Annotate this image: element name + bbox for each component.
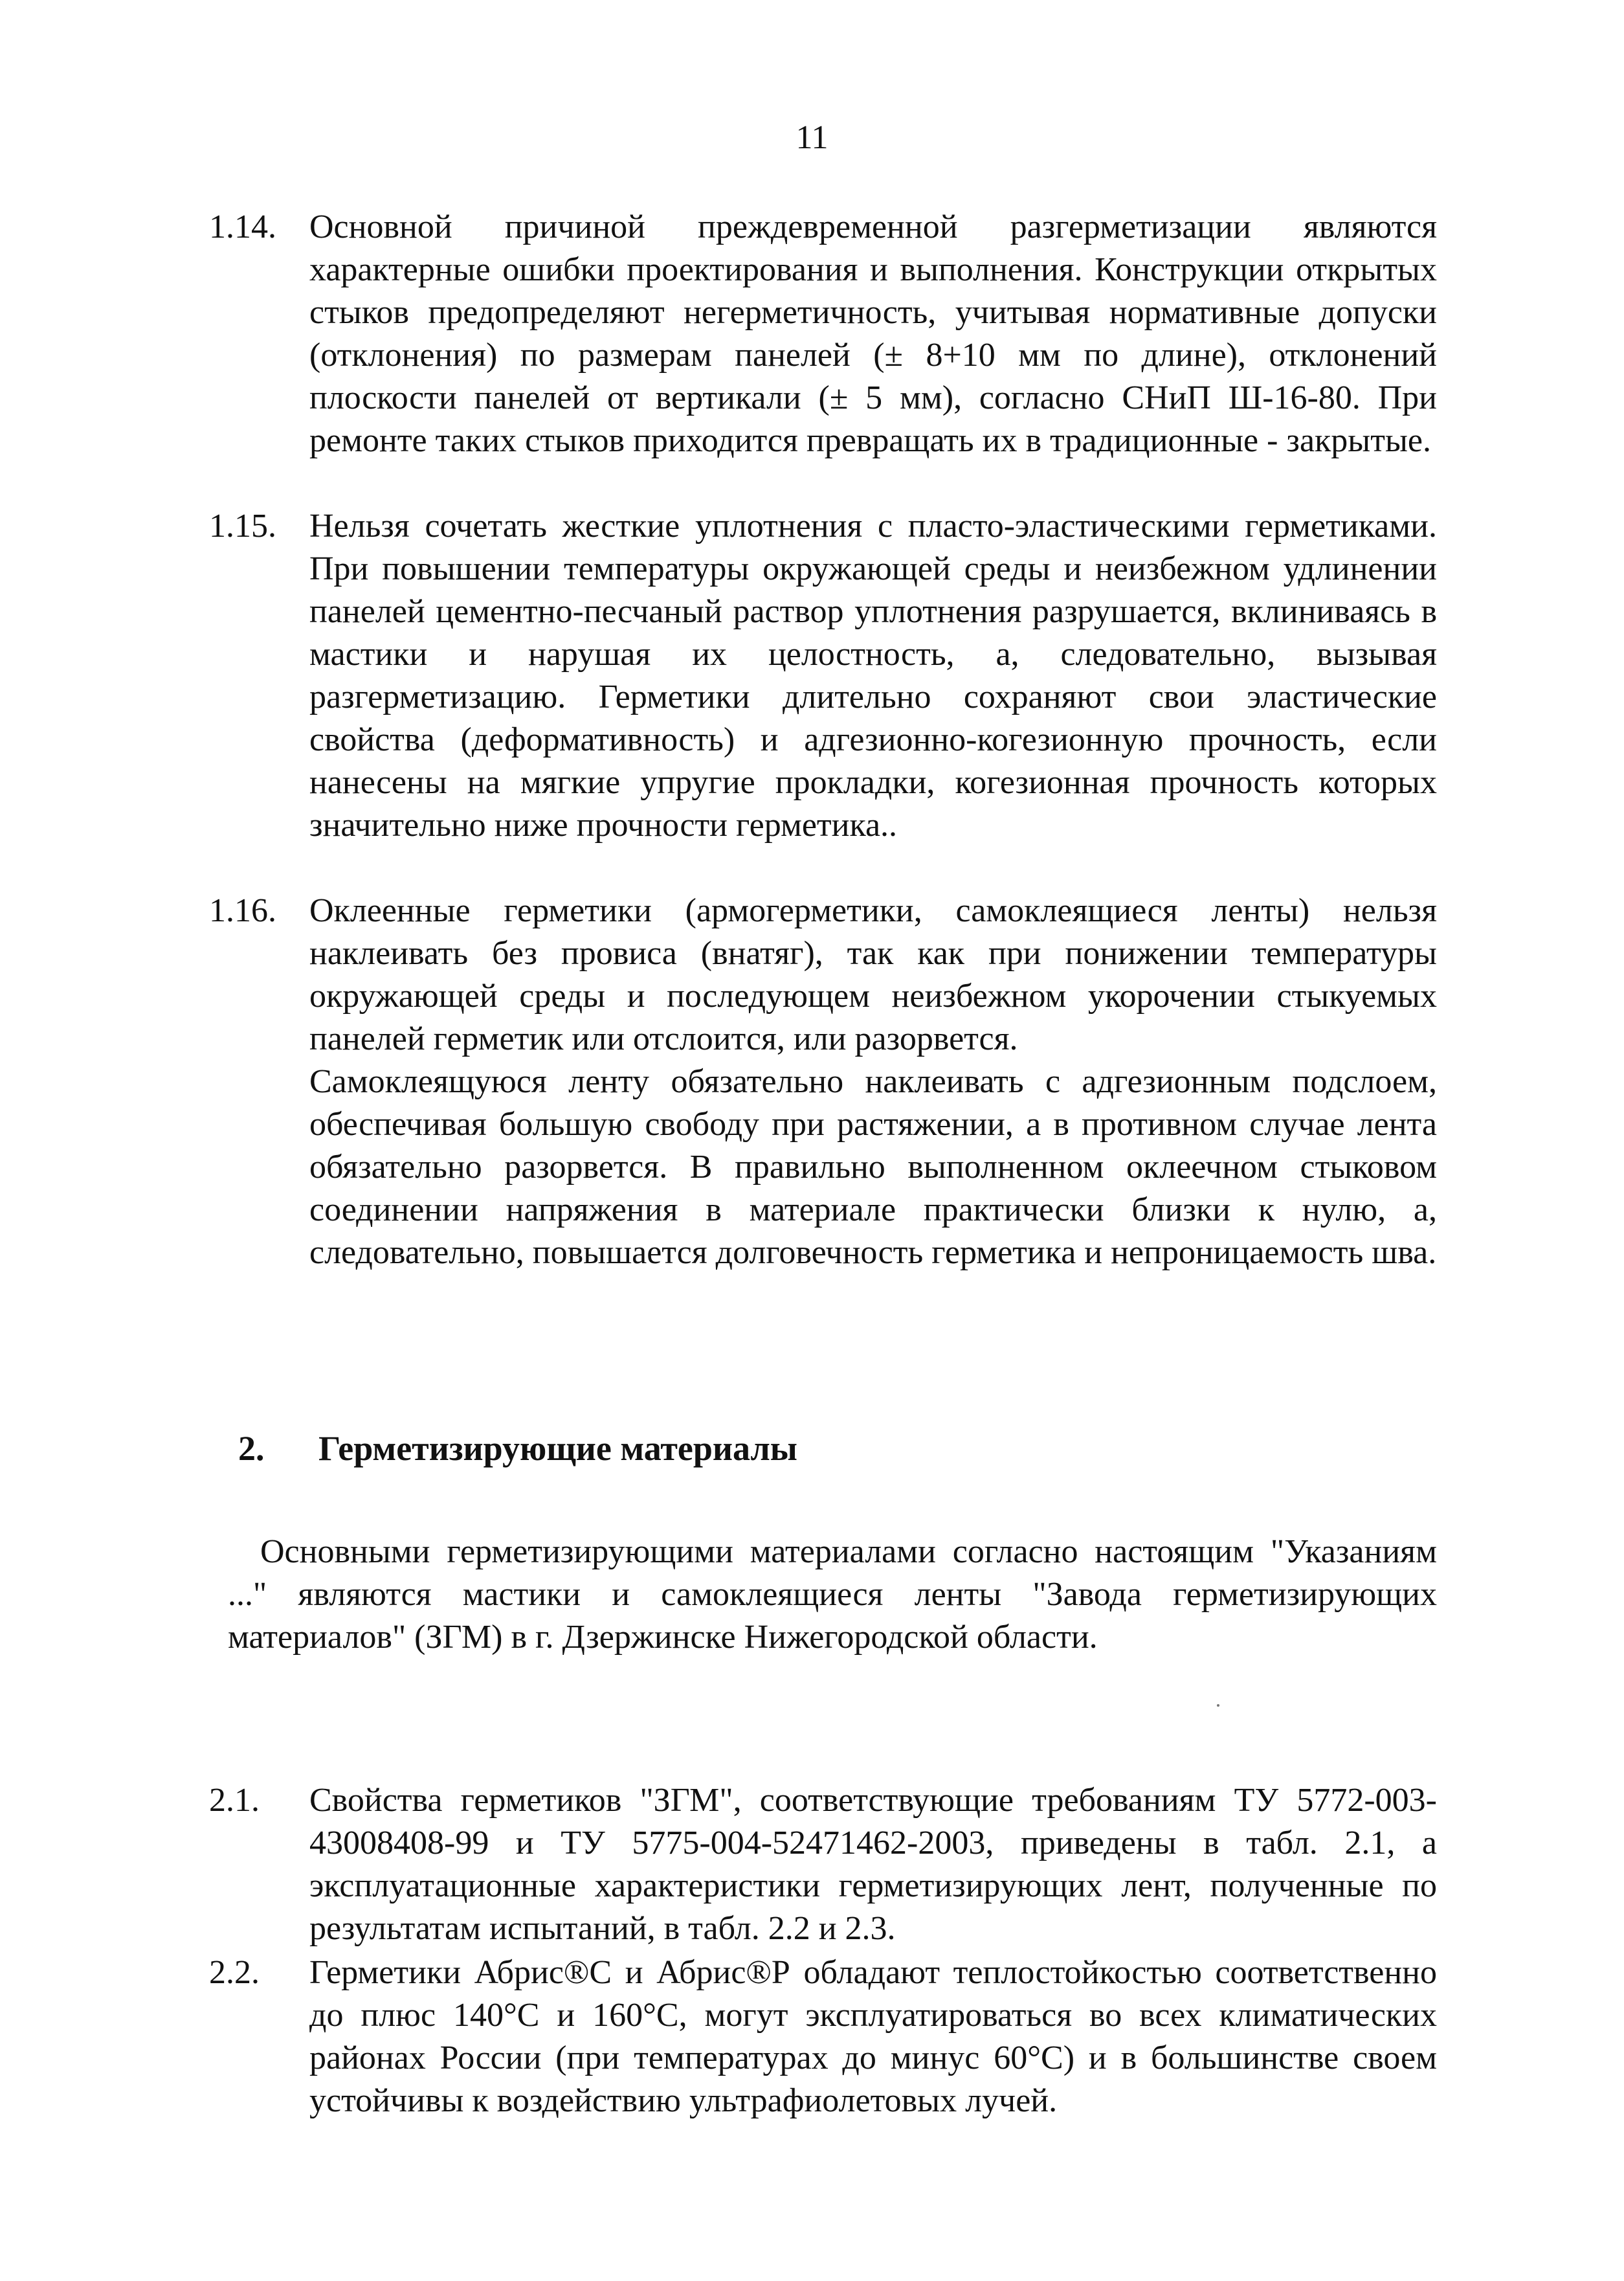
item-text: Герметики Абрис®С и Абрис®Р обладают теплостойкостью соответственно до плюс 140°С и 160°С, могут эксплуатироваться во всех климатических районах России (при температурах до минус 60°С) и в большинстве своем устойчивы к воздействию ультрафиолетовых лучей. xyxy=(309,1954,1437,2119)
item-text: Основной причиной преждевременной разгерметизации являются характерные ошибки проектирования и выполнения. Конструкции открытых стыков предопределяют негерметичность, учитывая нормативные допуски (отклонения) по размерам панелей (± 8+10 мм по длине), отклонений плоскости панелей от вертикали (± 5 мм), согласно СНиП Ш-16-80. При ремонте таких стыков приходится превращать их в традиционные - закрытые. xyxy=(309,208,1437,459)
item-number: 1.16. xyxy=(209,892,276,929)
list-item-2-2 xyxy=(209,1951,1437,2122)
list-item-1-15 xyxy=(209,505,1437,847)
item-text: Нельзя сочетать жесткие уплотнения с пласто-эластическими герметиками. При повышении температуры окружающей среды и неизбежном удлинении панелей цементно-песчаный раствор уплотнения разрушается, вклиниваясь в мастики и нарушая их целостность, а, следовательно, вызывая разгерметизацию. Герметики длительно сохраняют свои эластические свойства (деформативность) и адгезионно-когезионную прочность, если нанесены на мягкие упругие прокладки, когезионная прочность которых значительно ниже прочности герметика.. xyxy=(309,508,1437,844)
item-text-continued: Самоклеящуюся ленту обязательно наклеивать с адгезионным подслоем, обеспечивая большую свободу при растяжении, а в противном случае лента обязательно разорвется. В правильно выполненном оклеечном стыковом соединении напряжения в материале практически близки к нулю, а, следовательно, повышается долговечность герметика и непроницаемость шва. xyxy=(309,1063,1437,1271)
item-number: 2.2. xyxy=(209,1954,260,1991)
list-item-1-16 xyxy=(209,890,1437,1274)
item-number: 1.15. xyxy=(209,508,276,545)
section-title: Герметизирующие материалы xyxy=(318,1429,797,1468)
section-intro: Основными герметизирующими материалами согласно настоящим "Указаниям ..." являются мастики и самоклеящиеся ленты "Завода герметизирующих материалов" (ЗГМ) в г. Дзержинске Нижегородской области. xyxy=(228,1533,1437,1656)
section-number: 2. xyxy=(238,1429,265,1468)
list-item-2-1 xyxy=(209,1779,1437,1950)
section-heading xyxy=(238,1427,797,1470)
list-item-1-14 xyxy=(209,206,1437,462)
item-number: 1.14. xyxy=(209,208,276,245)
item-text: Оклеенные герметики (армогерметики, самоклеящиеся ленты) нельзя наклеивать без провиса (внатяг), так как при понижении температуры окружающей среды и последующем неизбежном укорочении стыкуемых панелей герметик или отслоится, или разорвется. xyxy=(309,892,1437,1057)
page-number: 11 xyxy=(795,119,829,156)
item-text: Свойства герметиков "ЗГМ", соответствующие требованиям ТУ 5772-003-43008408-99 и ТУ 5775-004-52471462-2003, приведены в табл. 2.1, а эксплуатационные характеристики герметизирующих лент, полученные по результатам испытаний, в табл. 2.2 и 2.3. xyxy=(309,1782,1437,1947)
item-number: 2.1. xyxy=(209,1782,260,1819)
scan-speck xyxy=(1217,1704,1219,1707)
